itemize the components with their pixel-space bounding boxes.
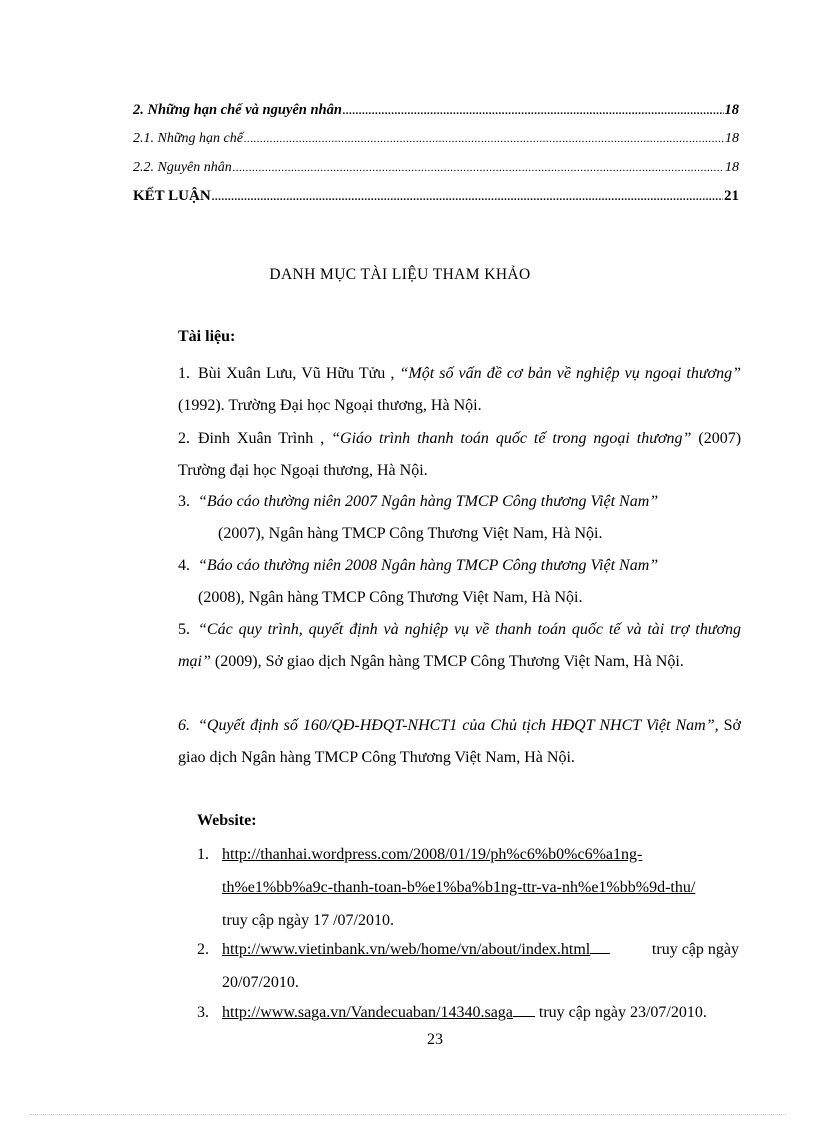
reference-details: (2008), Ngân hàng TMCP Công Thương Việt Nam, Hà Nội. [198,589,583,606]
reference-item [178,614,741,678]
website-link[interactable]: http://www.vietinbank.vn/web/home/vn/about/index.html [222,941,591,958]
toc-entry-label: KẾT LUẬN [133,188,211,204]
website-link[interactable]: http://thanhai.wordpress.com/2008/01/19/ph%c6%b0%c6%a1ng- th%e1%bb%a9c-thanh-toan-b%e1%ba%b1ng-ttr-va-nh%e1%bb%9d-thu/ [222,846,696,896]
toc-entry[interactable] [133,102,739,119]
reference-item [178,710,741,774]
reference-authors: Đinh Xuân Trình , [198,430,325,447]
website-access-date-value: 20/07/2010. [222,974,299,991]
reference-item [178,550,741,614]
toc-leader-dots [343,105,724,117]
toc-entry[interactable] [133,160,739,176]
reference-number: 1. [178,365,190,382]
website-item [197,933,739,999]
reference-number: 6. [178,717,190,734]
reference-details: (2009), Sở giao dịch Ngân hàng TMCP Công Thương Việt Nam, Hà Nội. [214,653,684,670]
reference-details: (1992). Trường Đại học Ngoại thương, Hà Nội. [178,397,482,414]
reference-title: “Báo cáo thường niên 2007 Ngân hàng TMCP Công thương Việt Nam” [198,493,659,510]
website-number: 1. [197,846,209,863]
toc-entry-page: 18 [725,160,739,175]
references-heading: DANH MỤC TÀI LIỆU THAM KHẢO [269,266,531,283]
reference-title: “Giáo trình thanh toán quốc tế trong ngoại thương” [331,430,692,447]
reference-item [178,423,741,487]
toc-leader-dots [233,162,724,174]
page-bottom-border [30,1114,786,1115]
documents-label: Tài liệu: [178,328,236,345]
website-access-date: truy cập ngày 23/07/2010. [538,1004,707,1021]
toc-entry-page: 18 [725,131,739,146]
reference-item [178,358,741,422]
reference-authors: Bùi Xuân Lưu, Vũ Hữu Tửu , [198,365,395,382]
toc-entry-label: 2. Những hạn chế và nguyên nhân [133,102,342,118]
website-link[interactable]: http://www.saga.vn/Vandecuaban/14340.saga [222,1004,513,1021]
reference-title: “Quyết định số 160/QĐ-HĐQT-NHCT1 của Chủ tịch HĐQT NHCT Việt Nam”, [198,717,719,734]
reference-details: (2007) Trường đại học Ngoại thương, Hà Nội. [178,430,742,479]
reference-title: “Các quy trình, quyết định và nghiệp vụ về thanh toán quốc tế và tài trợ thương mại” [178,621,741,670]
toc-leader-dots [244,133,724,145]
reference-number: 3. [178,493,190,510]
toc-entry[interactable] [133,188,739,205]
website-number: 3. [197,1004,209,1021]
page-number: 23 [427,1031,443,1048]
website-item [197,996,739,1029]
toc-entry[interactable] [133,131,739,147]
website-access-date: truy cập ngày 17 /07/2010. [222,912,394,929]
toc-leader-dots [212,191,723,203]
toc-entry-page: 21 [724,188,739,204]
reference-number: 2. [178,430,190,447]
reference-details: Sở giao dịch Ngân hàng TMCP Công Thương Việt Nam, Hà Nội. [178,717,742,766]
reference-title: “Một số vấn đề cơ bản về nghiệp vụ ngoại thương” [399,365,741,382]
website-label: Website: [197,812,257,829]
reference-details: (2007), Ngân hàng TMCP Công Thương Việt Nam, Hà Nội. [218,525,603,542]
website-number: 2. [197,941,209,958]
reference-item [178,486,741,550]
reference-title: “Báo cáo thường niên 2008 Ngân hàng TMCP Công thương Việt Nam” [198,557,659,574]
toc-entry-page: 18 [724,102,739,118]
reference-number: 4. [178,557,190,574]
website-access-date: truy cập ngày [651,941,739,958]
website-item [197,838,739,937]
toc-entry-label: 2.2. Nguyên nhân [133,160,232,175]
toc-entry-label: 2.1. Những hạn chế [133,131,243,146]
reference-number: 5. [178,621,190,638]
